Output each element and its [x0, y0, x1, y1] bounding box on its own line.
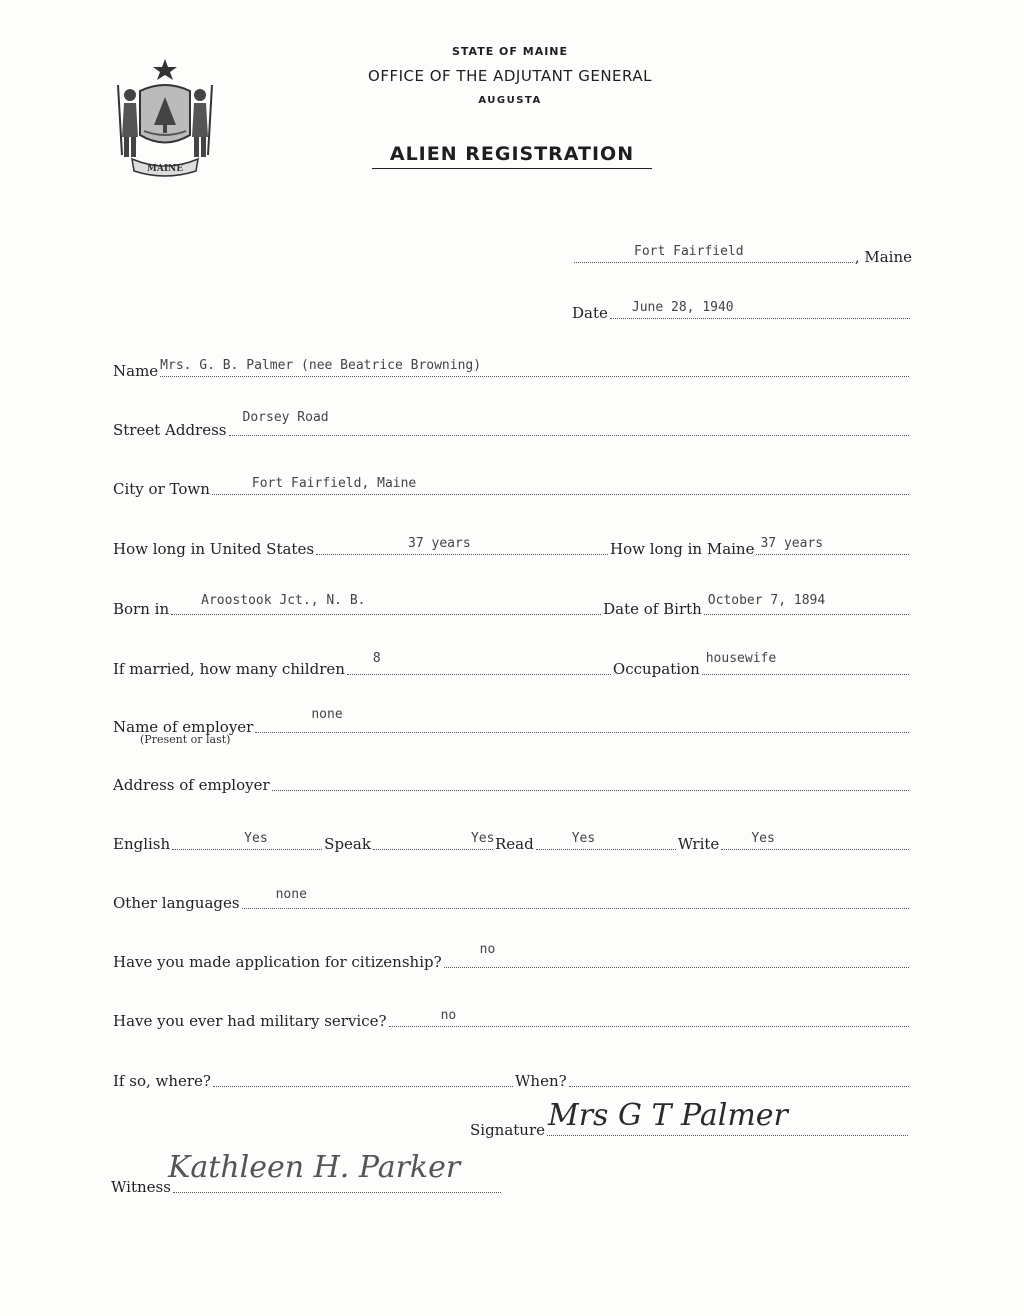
- birth-date-field[interactable]: [704, 593, 909, 615]
- city-label: City or Town: [113, 480, 210, 498]
- occupation-label: Occupation: [612, 660, 700, 678]
- name-field[interactable]: [160, 358, 909, 377]
- military-field[interactable]: [389, 1008, 909, 1027]
- read-field[interactable]: [536, 831, 676, 850]
- where-field[interactable]: [213, 1068, 513, 1087]
- languages-field[interactable]: [242, 887, 909, 909]
- us-duration-label: How long in United States: [113, 540, 315, 558]
- duration-row: [113, 536, 911, 558]
- write-value: Yes: [751, 831, 775, 846]
- read-value: Yes: [571, 831, 596, 846]
- speak-value: Yes: [470, 831, 495, 846]
- english-value: Yes: [244, 831, 268, 846]
- us-duration-field[interactable]: [316, 536, 608, 555]
- date-row: [572, 300, 912, 322]
- maine-state-seal-icon: [110, 55, 220, 180]
- name-label: Name: [113, 362, 159, 380]
- languages-value: none: [275, 887, 307, 902]
- languages-label: Other languages: [113, 894, 240, 912]
- street-field[interactable]: [229, 410, 909, 436]
- employer-address-row: [113, 772, 911, 794]
- city-row: [113, 476, 911, 498]
- us-duration-value: 37 years: [408, 536, 471, 551]
- employer-address-field[interactable]: [272, 772, 909, 791]
- maine-duration-label: How long in Maine: [610, 540, 755, 558]
- date-label: Date: [572, 304, 608, 322]
- children-field[interactable]: [347, 651, 611, 675]
- military-value: no: [440, 1008, 457, 1023]
- date-value: June 28, 1940: [631, 300, 734, 315]
- witness-label: Witness: [111, 1178, 171, 1196]
- employer-field[interactable]: [255, 707, 909, 733]
- children-label: If married, how many children: [113, 660, 345, 678]
- english-label: English: [113, 835, 171, 853]
- employer-label: Name of employer: [113, 718, 254, 736]
- born-label: Born in: [113, 600, 170, 618]
- occupation-value: housewife: [705, 651, 777, 666]
- when-field[interactable]: [569, 1068, 909, 1087]
- military-row: [113, 1008, 911, 1030]
- when-label: When?: [514, 1072, 567, 1090]
- employer-row: [113, 707, 911, 736]
- signature-label: Signature: [470, 1121, 546, 1139]
- birth-date-value: October 7, 1894: [707, 593, 826, 608]
- maine-duration-field[interactable]: [756, 536, 909, 555]
- children-row: [113, 651, 911, 678]
- date-field[interactable]: [610, 300, 910, 319]
- street-row: [113, 410, 911, 439]
- city-field[interactable]: [212, 476, 909, 495]
- header-state: STATE OF MAINE: [451, 45, 569, 58]
- place-field[interactable]: [574, 244, 853, 263]
- languages-row: [113, 887, 911, 912]
- header-city: AUGUSTA: [478, 95, 542, 106]
- write-field[interactable]: [721, 831, 909, 850]
- where-label: If so, where?: [113, 1072, 211, 1090]
- read-label: Read: [494, 835, 534, 853]
- service-row: [113, 1068, 911, 1090]
- military-label: Have you ever had military service?: [113, 1012, 387, 1030]
- employer-address-label: Address of employer: [113, 776, 270, 794]
- occupation-field[interactable]: [702, 651, 909, 675]
- citizenship-value: no: [479, 942, 496, 957]
- speak-label: Speak: [324, 835, 371, 853]
- citizenship-row: [113, 942, 911, 971]
- header-office: OFFICE OF THE ADJUTANT GENERAL: [368, 67, 652, 85]
- citizenship-label: Have you made application for citizenship?: [113, 953, 442, 971]
- svg-text:MAINE: MAINE: [146, 164, 184, 174]
- name-value: Mrs. G. B. Palmer (nee Beatrice Browning): [160, 358, 482, 373]
- street-value: Dorsey Road: [242, 410, 329, 425]
- born-field[interactable]: [171, 593, 601, 615]
- birth-row: [113, 593, 911, 618]
- maine-duration-value: 37 years: [760, 536, 824, 551]
- birth-date-label: Date of Birth: [603, 600, 702, 618]
- citizenship-field[interactable]: [444, 942, 909, 968]
- children-value: 8: [372, 651, 381, 666]
- witness-value: Kathleen H. Parker: [168, 1150, 461, 1185]
- place-value: Fort Fairfield: [634, 244, 744, 259]
- employer-sublabel: (Present or last): [140, 733, 231, 746]
- write-label: Write: [677, 835, 720, 853]
- city-value: Fort Fairfield, Maine: [251, 476, 417, 491]
- employer-value: none: [311, 707, 343, 722]
- place-row: [572, 244, 912, 266]
- english-row: [113, 831, 911, 853]
- street-label: Street Address: [113, 421, 227, 439]
- signature-value: Mrs G T Palmer: [548, 1098, 788, 1133]
- speak-field[interactable]: [373, 831, 493, 850]
- place-suffix: , Maine: [854, 248, 912, 266]
- english-field[interactable]: [172, 831, 322, 850]
- name-row: [113, 358, 911, 380]
- born-value: Aroostook Jct., N. B.: [201, 593, 366, 608]
- form-title: ALIEN REGISTRATION: [372, 143, 652, 169]
